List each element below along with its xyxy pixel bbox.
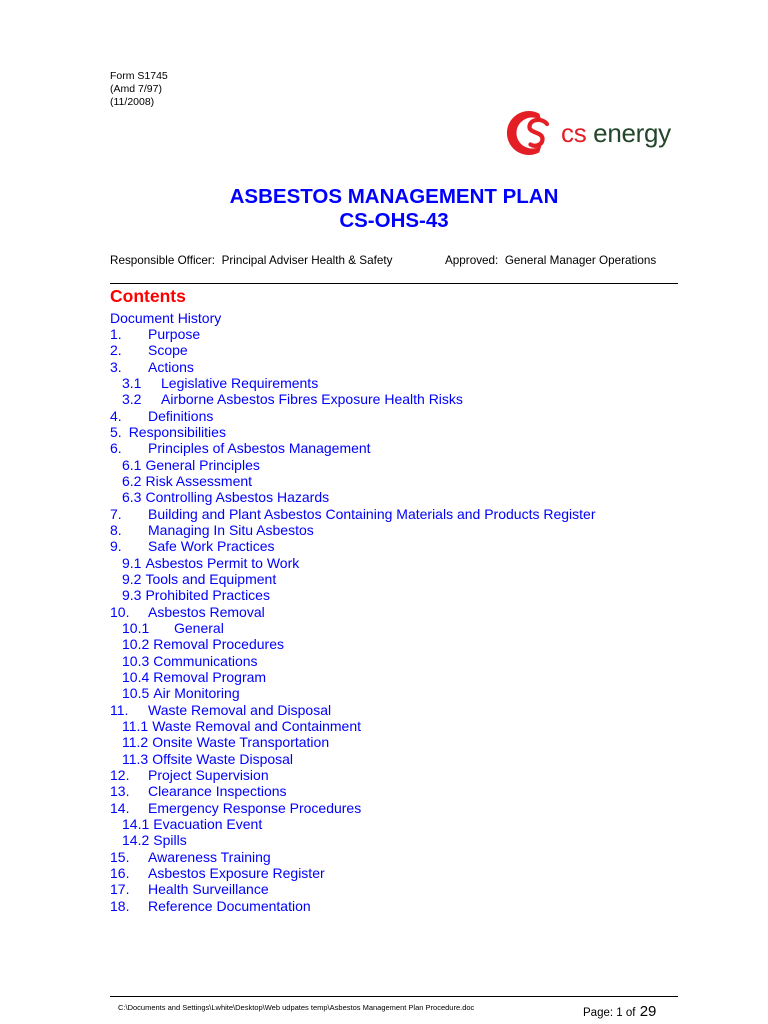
toc-entry-11-1[interactable] [110, 718, 678, 734]
toc-entry-6-3[interactable] [110, 489, 678, 505]
form-date: (11/2008) [110, 95, 155, 108]
toc-entry-number: 11.3 [122, 750, 149, 767]
toc-entry-14[interactable] [110, 800, 678, 816]
logo-text-energy: energy [593, 118, 671, 148]
toc-entry-title: Responsibilities [128, 424, 226, 441]
toc-entry-10-2[interactable] [110, 636, 678, 652]
toc-entry-title: Waste Removal and Containment [152, 718, 362, 734]
toc-entry-10-4[interactable] [110, 669, 678, 685]
toc-entry-number: 6.1 [122, 456, 142, 473]
logo-wordmark [561, 120, 671, 146]
toc-entry-6[interactable] [110, 440, 678, 456]
responsible-officer-value: Principal Adviser Health & Safety [221, 254, 393, 267]
toc-entry-number: 12. [110, 766, 130, 783]
toc-entry-number: 3.2 [122, 391, 142, 408]
toc-entry-document-history[interactable] [110, 310, 678, 326]
footer-file-path: C:\Documents and Settings\Lwhite\Desktop\Web udpates temp\Asbestos Management Plan Procedure.doc [118, 1003, 475, 1012]
toc-entry-title: Offsite Waste Disposal [152, 750, 294, 767]
toc-entry-title: Risk Assessment [145, 473, 253, 490]
toc-entry-number: 6.3 [122, 489, 142, 506]
toc-entry-title: Airborne Asbestos Fibres Exposure Health Risks [161, 391, 463, 408]
document-title-block [110, 185, 678, 233]
toc-entry-title: Communications [153, 652, 258, 669]
toc-entry-6-1[interactable] [110, 457, 678, 473]
toc-entry-1[interactable] [110, 326, 678, 342]
toc-entry-number: 3.1 [122, 375, 142, 392]
toc-entry-9-1[interactable] [110, 555, 678, 571]
toc-entry-14-1[interactable] [110, 816, 678, 832]
toc-entry-number: 8. [110, 522, 122, 539]
toc-entry-4[interactable] [110, 408, 678, 424]
toc-entry-3-1[interactable] [110, 375, 678, 391]
logo-text-cs: cs [561, 118, 587, 148]
toc-entry-number: 13. [110, 783, 130, 800]
toc-entry-18[interactable] [110, 898, 678, 914]
toc-entry-9[interactable] [110, 538, 678, 554]
toc-entry-title: Waste Removal and Disposal [148, 701, 332, 718]
toc-entry-number: 9.3 [122, 587, 142, 604]
toc-entry-11-3[interactable] [110, 751, 678, 767]
page-of: of [625, 1007, 636, 1019]
toc-entry-title: Controlling Asbestos Hazards [145, 489, 330, 506]
page-total: 29 [639, 1003, 657, 1020]
toc-entry-number: 10.1 [122, 620, 150, 637]
toc-entry-number: 10.5 [122, 685, 150, 702]
toc-entry-number: 7. [110, 505, 122, 522]
toc-entry-number: 14.1 [122, 815, 150, 832]
toc-entry-number: 10.3 [122, 652, 150, 669]
toc-entry-11-2[interactable] [110, 734, 678, 750]
toc-entry-title: Asbestos Permit to Work [145, 554, 300, 571]
toc-entry-title: Clearance Inspections [148, 783, 287, 800]
toc-entry-title: Air Monitoring [153, 685, 240, 702]
toc-entry-number: 16. [110, 864, 130, 881]
toc-entry-title: Health Surveillance [148, 881, 269, 898]
toc-entry-title: Awareness Training [148, 848, 271, 865]
toc-entry-number: 3. [110, 358, 122, 375]
toc-entry-number: 11.1 [122, 718, 149, 734]
toc-entry-3-2[interactable] [110, 391, 678, 407]
toc-entry-10-1[interactable] [110, 620, 678, 636]
document-code: CS-OHS-43 [339, 209, 449, 232]
toc-entry-number: 4. [110, 407, 122, 424]
toc-entry-5[interactable] [110, 424, 678, 440]
toc-entry-number: 18. [110, 897, 130, 914]
toc-entry-title: Document History [110, 309, 222, 326]
toc-entry-number: 6. [110, 440, 122, 457]
document-title: ASBESTOS MANAGEMENT PLAN [229, 185, 559, 208]
toc-entry-11[interactable] [110, 702, 678, 718]
page-indicator [583, 1003, 656, 1022]
toc-entry-number: 1. [110, 326, 122, 343]
cs-energy-swoosh-icon [504, 109, 556, 157]
toc-entry-16[interactable] [110, 865, 678, 881]
toc-entry-title: Reference Documentation [148, 897, 311, 914]
toc-entry-title: Safe Work Practices [148, 538, 275, 555]
toc-entry-number: 2. [110, 342, 122, 359]
toc-entry-8[interactable] [110, 522, 678, 538]
toc-entry-number: 10. [110, 603, 130, 620]
toc-entry-12[interactable] [110, 767, 678, 783]
toc-entry-number: 10.2 [122, 636, 150, 653]
toc-entry-number: 9.2 [122, 571, 142, 588]
toc-entry-title: General [174, 620, 224, 637]
toc-entry-title: Principles of Asbestos Management [148, 440, 371, 457]
toc-entry-10-5[interactable] [110, 685, 678, 701]
responsible-officer [110, 254, 392, 268]
toc-entry-title: Legislative Requirements [161, 375, 319, 392]
toc-entry-number: 17. [110, 881, 130, 898]
toc-entry-title: Removal Procedures [153, 636, 284, 653]
toc-entry-number: 14.2 [122, 832, 150, 849]
toc-entry-title: Evacuation Event [153, 815, 263, 832]
toc-entry-title: Scope [148, 342, 188, 359]
toc-entry-title: Building and Plant Asbestos Containing Materials and Products Register [148, 505, 596, 522]
toc-entry-title: Removal Program [153, 669, 267, 686]
toc-entry-number: 11. [110, 701, 129, 718]
toc-entry-number: 9.1 [122, 554, 142, 571]
form-number: Form S1745 [110, 69, 168, 82]
toc-entry-number: 15. [110, 848, 130, 865]
approved-value: General Manager Operations [504, 254, 657, 267]
toc-entry-9-2[interactable] [110, 571, 678, 587]
toc-entry-6-2[interactable] [110, 473, 678, 489]
table-of-contents [110, 310, 678, 914]
approved-label: Approved: [445, 254, 499, 267]
toc-entry-title: Project Supervision [148, 766, 269, 783]
toc-entry-title: Tools and Equipment [145, 571, 277, 588]
toc-entry-title: Asbestos Removal [148, 603, 265, 620]
toc-entry-17[interactable] [110, 881, 678, 897]
header-divider [110, 283, 678, 284]
toc-entry-number: 5. [110, 424, 122, 441]
contents-heading: Contents [110, 286, 186, 306]
toc-entry-title: Spills [153, 832, 187, 849]
toc-entry-7[interactable] [110, 506, 678, 522]
form-reference [110, 70, 168, 109]
toc-entry-title: Managing In Situ Asbestos [148, 522, 314, 539]
toc-entry-10[interactable] [110, 604, 678, 620]
toc-entry-title: General Principles [145, 456, 260, 473]
toc-entry-title: Prohibited Practices [145, 587, 270, 604]
toc-entry-number: 11.2 [122, 734, 149, 751]
approved-by [445, 254, 656, 268]
toc-entry-14-2[interactable] [110, 832, 678, 848]
toc-entry-title: Definitions [148, 407, 214, 424]
toc-entry-3[interactable] [110, 359, 678, 375]
toc-entry-15[interactable] [110, 849, 678, 865]
toc-entry-number: 14. [110, 799, 130, 816]
toc-entry-title: Actions [148, 358, 194, 375]
page-current: 1 [616, 1007, 623, 1019]
toc-entry-2[interactable] [110, 342, 678, 358]
toc-entry-number: 6.2 [122, 473, 142, 490]
form-amendment: (Amd 7/97) [110, 82, 162, 95]
company-logo [504, 109, 680, 159]
toc-entry-title: Emergency Response Procedures [148, 799, 362, 816]
toc-entry-title: Onsite Waste Transportation [152, 734, 330, 751]
footer-divider [110, 996, 678, 997]
toc-entry-title: Asbestos Exposure Register [148, 864, 325, 881]
toc-entry-10-3[interactable] [110, 653, 678, 669]
toc-entry-9-3[interactable] [110, 587, 678, 603]
page-label: Page: [583, 1007, 614, 1019]
toc-entry-13[interactable] [110, 783, 678, 799]
toc-entry-number: 10.4 [122, 669, 150, 686]
toc-entry-title: Purpose [148, 326, 201, 343]
toc-entry-number: 9. [110, 538, 122, 555]
responsible-officer-label: Responsible Officer: [110, 254, 216, 267]
